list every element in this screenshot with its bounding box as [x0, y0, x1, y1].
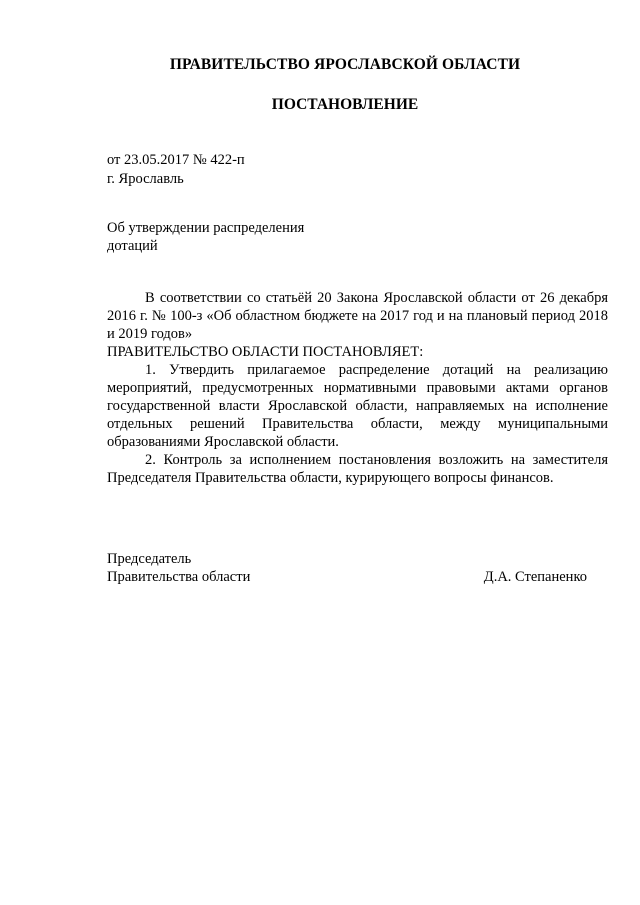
resolves-line: ПРАВИТЕЛЬСТВО ОБЛАСТИ ПОСТАНОВЛЯЕТ: [107, 344, 424, 360]
signatory-position-line-2: Правительства области [107, 569, 251, 585]
document-body [107, 289, 608, 487]
signature-block [107, 550, 587, 586]
date-number: от 23.05.2017 № 422-п [107, 152, 245, 168]
subject-line-2: дотаций [107, 238, 158, 254]
item-2-paragraph: 2. Контроль за исполнением постановления возложить на заместителя Председателя Правительства области, курирующего вопросы финансов. [107, 452, 608, 486]
signatory-name: Д.А. Степаненко [483, 569, 587, 585]
organization-heading: ПРАВИТЕЛЬСТВО ЯРОСЛАВСКОЙ ОБЛАСТИ [169, 56, 521, 73]
document-meta [107, 151, 245, 189]
signature-row [107, 568, 587, 586]
item-1-paragraph: 1. Утвердить прилагаемое распределение дотаций на реализацию мероприятий, предусмотренных нормативными правовыми актами органов государственной власти Ярославской области, направляемых на исполнение отдельных решений Правительства области, между муниципальными образованиями Ярославской области. [107, 362, 608, 450]
document-subject [107, 219, 304, 255]
subject-line-1: Об утверждении распределения [107, 220, 305, 236]
preamble-paragraph: В соответствии со статьёй 20 Закона Ярославской области от 26 декабря 2016 г. № 100-з «Об областном бюджете на 2017 год и на плановый период 2018 и 2019 годов» [107, 290, 608, 342]
city: г. Ярославль [107, 171, 184, 187]
document-type-heading: ПОСТАНОВЛЕНИЕ [271, 96, 419, 113]
signatory-position-line-1: Председатель [107, 551, 192, 567]
